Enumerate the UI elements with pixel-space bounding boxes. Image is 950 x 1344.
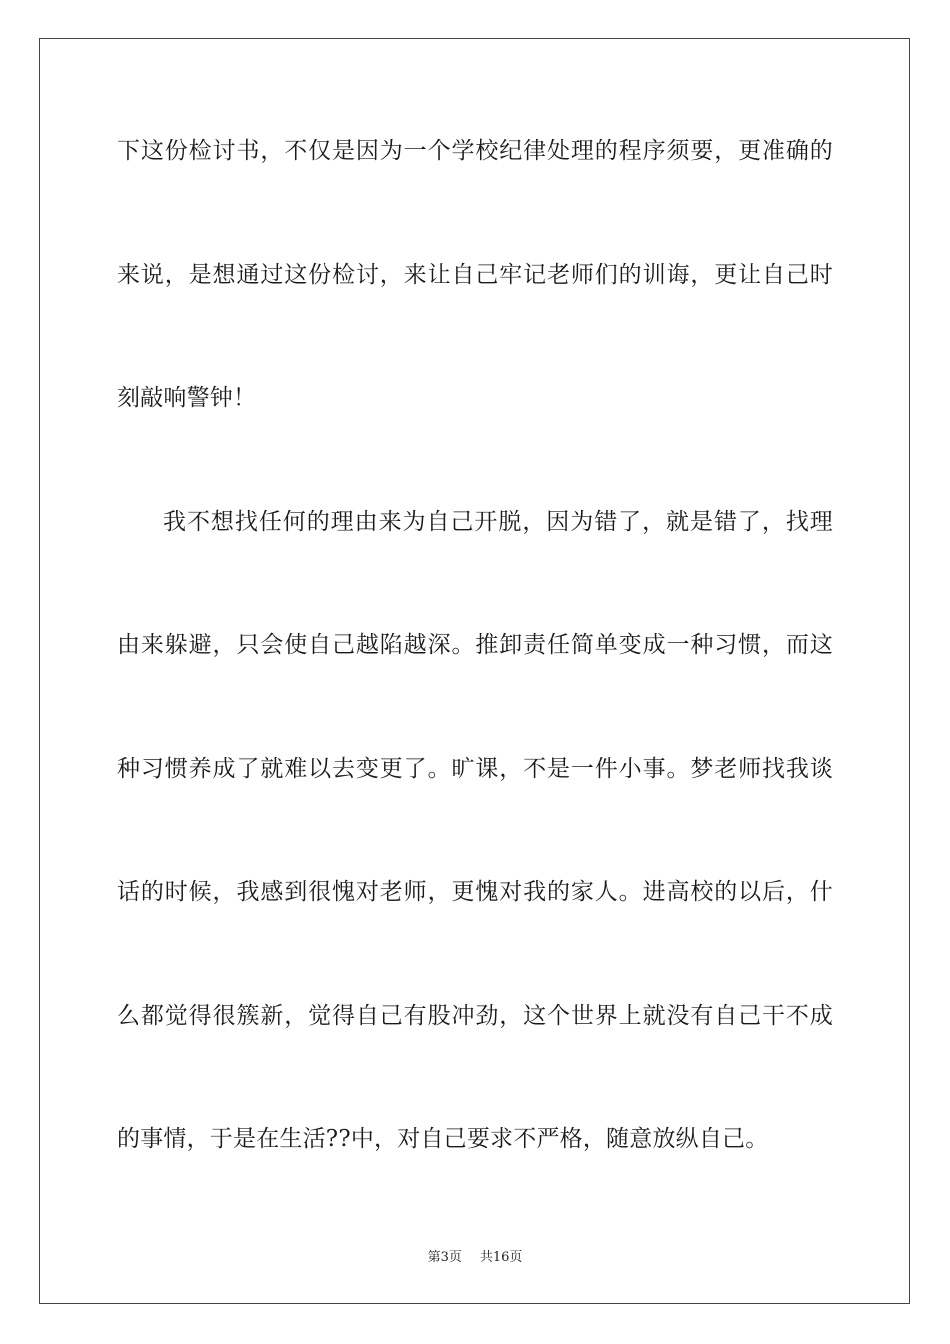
page-footer [0, 1246, 950, 1265]
paragraph-line: 的事情，于是在生活??中，对自己要求不严格，随意放纵自己。 [117, 1126, 769, 1152]
paragraph-line: 刻敲响警钟！ [117, 385, 257, 411]
paragraph-line: 由来躲避，只会使自己越陷越深。推卸责任简单变成一种习惯，而这 [117, 632, 833, 658]
page-total: 共16页 [479, 1250, 523, 1265]
paragraph-line: 么都觉得很簇新，觉得自己有股冲劲，这个世界上就没有自己干不成 [117, 1003, 833, 1029]
paragraph-line: 来说，是想通过这份检讨，来让自己牢记老师们的训诲，更让自己时 [117, 262, 833, 288]
page-number: 第3页 [427, 1250, 462, 1265]
paragraph-line: 话的时候，我感到很愧对老师，更愧对我的家人。进高校的以后，什 [117, 879, 833, 905]
paragraph-line: 种习惯养成了就难以去变更了。旷课，不是一件小事。梦老师找我谈 [117, 756, 833, 782]
paragraph-line: 我不想找任何的理由来为自己开脱，因为错了，就是错了，找理 [163, 509, 833, 535]
paragraph-line: 下这份检讨书，不仅是因为一个学校纪律处理的程序须要，更准确的 [117, 138, 833, 164]
page-border [39, 38, 910, 1304]
